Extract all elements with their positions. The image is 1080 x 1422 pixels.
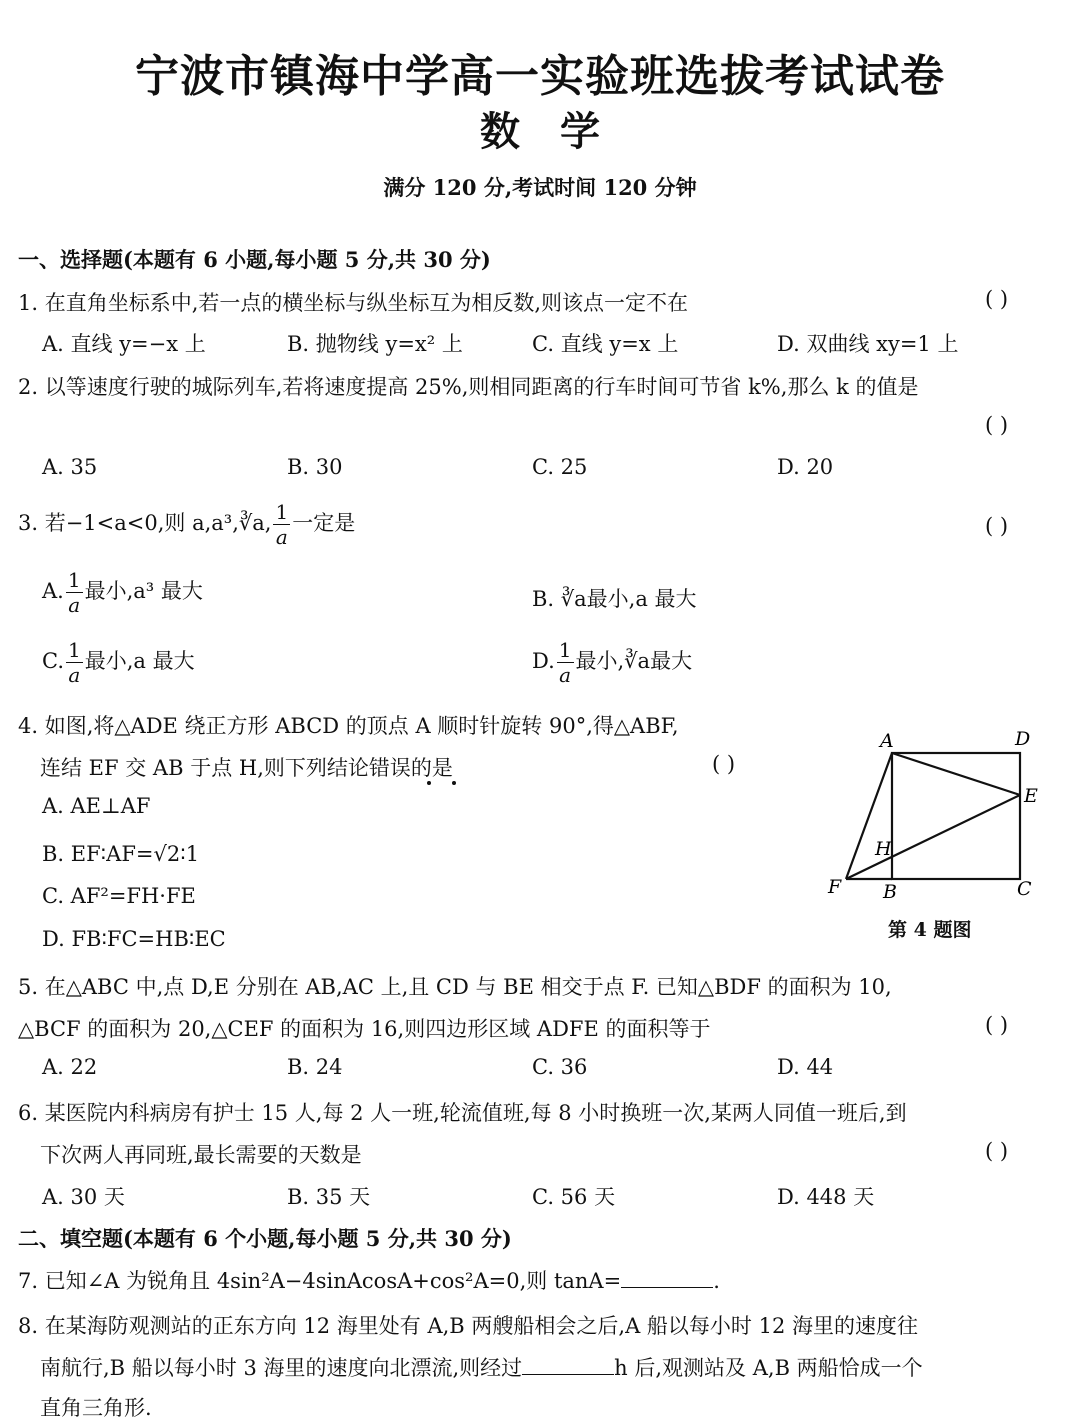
q6-stem-line2: 下次两人再同班,最长需要的天数是 (40, 1143, 362, 1167)
q5-option-a: A. 22 (42, 1055, 98, 1079)
q4-option-a: A. AE⊥AF (42, 794, 151, 818)
segment-ae (892, 753, 1020, 795)
label-c: C (1017, 878, 1032, 900)
q3-frac-num: 1 (275, 500, 289, 524)
q3-option-a-label: A. (42, 579, 64, 603)
q4-stem-line2: 连结 EF 交 AB 于点 H,则下列结论错误的是 (40, 756, 453, 780)
section-2-title: 二、填空题(本题有 6 个小题,每小题 5 分,共 30 分) (18, 1226, 512, 1251)
q7-stem (18, 1265, 720, 1295)
q1-option-c: C. 直线 y=x 上 (532, 332, 679, 356)
q3-option-d (532, 640, 692, 685)
q3-frac-den: a (275, 525, 288, 549)
q7-answer-blank (621, 1266, 713, 1288)
q8-line2 (40, 1352, 923, 1382)
q3-option-a-frac (66, 570, 83, 615)
q3-option-a-text: 最小,a³ 最大 (84, 579, 203, 603)
label-h: H (875, 838, 892, 860)
q6-answer-paren: ( ) (985, 1139, 1009, 1163)
q2-option-c: C. 25 (532, 455, 588, 479)
label-a: A (880, 730, 894, 752)
label-f: F (828, 876, 842, 898)
q6-option-d: D. 448 天 (777, 1185, 875, 1209)
q2-option-a: A. 35 (42, 455, 98, 479)
q4-option-d: D. FB∶FC=HB∶EC (42, 927, 226, 951)
q3-option-b: B. ∛a最小,a 最大 (532, 587, 697, 611)
q3-option-c-label: C. (42, 649, 64, 673)
q3-d-frac-den: a (559, 663, 572, 687)
q8-answer-blank (522, 1353, 614, 1375)
q6-option-a: A. 30 天 (42, 1185, 125, 1209)
q6-option-b: B. 35 天 (287, 1185, 371, 1209)
q2-option-d: D. 20 (777, 455, 834, 479)
label-d: D (1015, 728, 1031, 750)
q2-answer-paren: ( ) (985, 413, 1009, 437)
q3-c-frac-num: 1 (68, 638, 81, 662)
q1-option-b: B. 抛物线 y=x² 上 (287, 332, 463, 356)
q1-answer-paren: ( ) (985, 287, 1009, 311)
label-b: B (883, 881, 897, 903)
q3-option-d-frac (557, 640, 574, 685)
q3-a-frac-num: 1 (67, 568, 81, 592)
q4-geometry-figure (820, 725, 1060, 905)
q1-option-d: D. 双曲线 xy=1 上 (777, 332, 959, 356)
q4-answer-paren: ( ) (712, 752, 736, 776)
q3-d-frac-num: 1 (558, 638, 572, 662)
q3-stem-pre: 3. 若−1<a<0,则 a,a³,∛a, (18, 511, 272, 535)
q3-a-frac-den: a (68, 593, 81, 617)
q3-c-frac-den: a (68, 663, 81, 687)
subject-title: 数学 (480, 108, 640, 155)
square-abcd (892, 753, 1020, 879)
q5-option-d: D. 44 (777, 1055, 834, 1079)
q8-line1: 8. 在某海防观测站的正东方向 12 海里处有 A,B 两艘船相会之后,A 船以每小时 12 海里的速度往 (18, 1314, 918, 1338)
q1-option-a: A. 直线 y=−x 上 (42, 332, 206, 356)
q4-figure-caption: 第 4 题图 (888, 919, 972, 941)
q8-line2-pre: 南航行,B 船以每小时 3 海里的速度向北漂流,则经过 (40, 1356, 523, 1380)
q4-option-b: B. EF∶AF=√2∶1 (42, 842, 200, 866)
q5-option-c: C. 36 (532, 1055, 588, 1079)
q3-option-c-frac (66, 640, 83, 685)
q3-option-d-label: D. (532, 649, 555, 673)
q2-option-b: B. 30 (287, 455, 343, 479)
q3-option-c-text: 最小,a 最大 (84, 649, 195, 673)
q4-stem-line1: 4. 如图,将△ADE 绕正方形 ABCD 的顶点 A 顺时针旋转 90°,得△ABF, (18, 714, 679, 738)
q8-line3: 直角三角形. (40, 1396, 152, 1420)
emphasis-dot (452, 781, 456, 785)
q3-stem (18, 502, 355, 547)
q7-end: . (713, 1269, 720, 1293)
q4-option-c: C. AF²=FH·FE (42, 884, 196, 908)
q3-fraction (273, 502, 290, 547)
section-1-title: 一、选择题(本题有 6 小题,每小题 5 分,共 30 分) (18, 247, 491, 272)
q6-option-c: C. 56 天 (532, 1185, 616, 1209)
q3-option-d-text: 最小,∛a最大 (575, 649, 693, 673)
q1-stem: 1. 在直角坐标系中,若一点的横坐标与纵坐标互为相反数,则该点一定不在 (18, 291, 689, 315)
q8-line2-post: h 后,观测站及 A,B 两船恰成一个 (614, 1356, 923, 1380)
emphasis-dot (427, 781, 431, 785)
q3-answer-paren: ( ) (985, 514, 1009, 538)
exam-info: 满分 120 分,考试时间 120 分钟 (383, 175, 697, 200)
q5-stem-line1: 5. 在△ABC 中,点 D,E 分别在 AB,AC 上,且 CD 与 BE 相交于点 F. 已知△BDF 的面积为 10, (18, 975, 892, 999)
q3-option-a (42, 570, 203, 615)
q5-answer-paren: ( ) (985, 1013, 1009, 1037)
q3-stem-post: 一定是 (292, 511, 356, 535)
q7-stem-text: 7. 已知∠A 为锐角且 4sin²A−4sinAcosA+cos²A=0,则 tanA= (18, 1269, 622, 1293)
q6-stem-line1: 6. 某医院内科病房有护士 15 人,每 2 人一班,轮流值班,每 8 小时换班一次,某两人同值一班后,到 (18, 1101, 907, 1125)
q3-option-c (42, 640, 195, 685)
q2-stem: 2. 以等速度行驶的城际列车,若将速度提高 25%,则相同距离的行车时间可节省 k%,那么 k 的值是 (18, 375, 919, 399)
q5-stem-line2: △BCF 的面积为 20,△CEF 的面积为 16,则四边形区域 ADFE 的面积等于 (18, 1017, 711, 1041)
label-e: E (1024, 785, 1038, 807)
q5-option-b: B. 24 (287, 1055, 343, 1079)
exam-title: 宁波市镇海中学高一实验班选拔考试试卷 (135, 51, 945, 102)
